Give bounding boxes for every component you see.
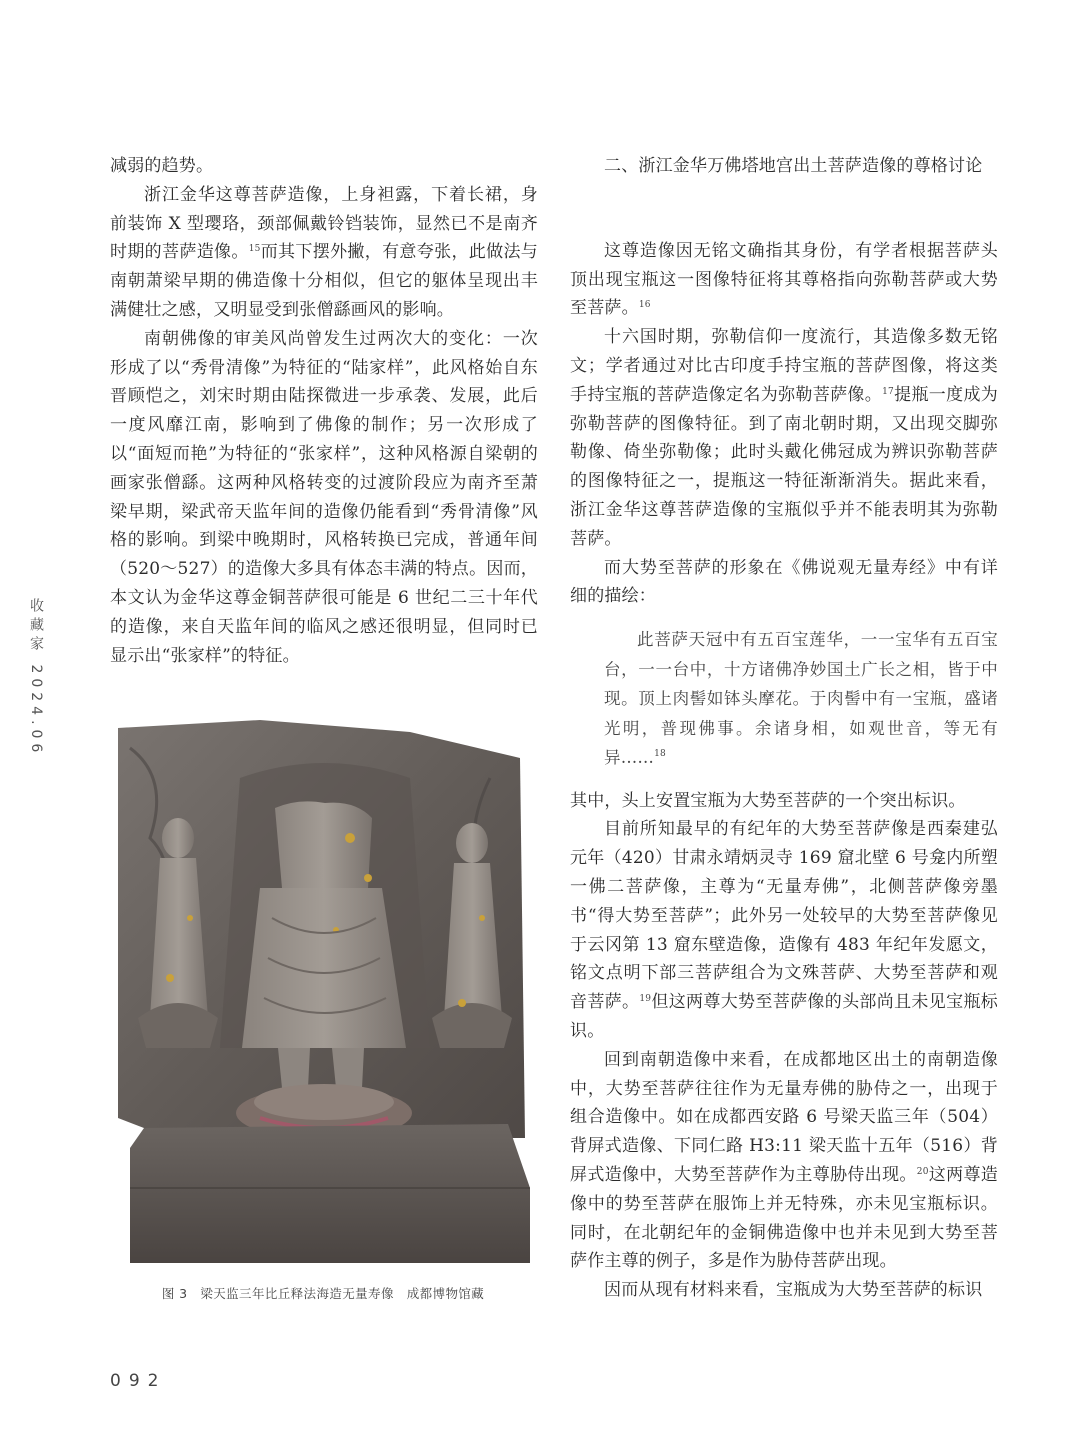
footnote-ref: 19	[639, 994, 652, 1005]
paragraph	[570, 815, 998, 1045]
paragraph	[110, 152, 538, 181]
journal-side-label: 收藏家 2024.06	[28, 598, 44, 758]
section-heading: 二、浙江金华万佛塔地宫出土菩萨造像的尊格讨论	[604, 156, 983, 176]
paragraph	[110, 325, 538, 671]
paragraph	[570, 1046, 998, 1276]
paragraph-text: 而大势至菩萨的形象在《佛说观无量寿经》中有详细的描绘：	[570, 557, 998, 607]
page-number: 092	[110, 1371, 167, 1391]
paragraph-text: 提瓶一度成为弥勒菩萨的图像特征。到了南北朝时期，又出现交脚弥勒像、倚坐弥勒像；此时头戴化佛冠成为辨识弥勒菩萨的图像特征之一，提瓶这一特征渐渐消失。据此来看，浙江金华这尊菩萨造像的宝瓶似乎并不能表明其为弥勒菩萨。	[570, 384, 999, 549]
paragraph-text: 南朝佛像的审美风尚曾发生过两次大的变化：一次形成了以“秀骨清像”为特征的“陆家样”，此风格始自东晋顾恺之，刘宋时期由陆探微进一步承袭、发展，此后一度风靡江南，影响到了佛像的制作；另一次形成了以“面短而艳”为特征的“张家样”，这种风格源自梁朝的画家张僧繇。这两种风格转变的过渡阶段应为南齐至萧梁早期，梁武帝天监年间的造像仍能看到“秀骨清像”风格的影响。到梁中晚期时，风格转换已完成，普通年间（520～527）的造像大多具有体态丰满的特点。因而，本文认为金华这尊金铜菩萨很可能是 6 世纪二三十年代的造像，来自天监年间的临风之感还很明显，但同时已显示出“张家样”的特征。	[110, 328, 538, 666]
footnote-ref: 20	[916, 1167, 929, 1178]
paragraph	[570, 323, 998, 553]
paragraph-text: 回到南朝造像中来看，在成都地区出土的南朝造像中，大势至菩萨往往作为无量寿佛的胁侍之一，出现于组合造像中。如在成都西安路 6 号梁天监三年（504）背屏式造像、下同仁路 H3:11 梁天监十五年（516）背屏式造像中，大势至菩萨作为主尊胁侍出现。	[570, 1049, 998, 1186]
quote-paragraph	[604, 625, 998, 773]
figure-image	[110, 718, 536, 1270]
paragraph-text: 浙江金华这尊菩萨造像，上身袒露，下着长裙，身前装饰 X 型璎珞，颈部佩戴铃铛装饰，显然已不是南齐时期的菩萨造像。	[110, 184, 538, 263]
quote-text: 此菩萨天冠中有五百宝莲华，一一宝华有五百宝台，一一台中，十方诸佛净妙国土广长之相，皆于中现。顶上肉髻如钵头摩花。于肉髻中有一宝瓶，盛诸光明，普现佛事。余诸身相，如观世音，等无有异……	[604, 630, 998, 768]
footnote-ref: 15	[248, 244, 261, 255]
left-column	[110, 152, 538, 670]
paragraph-text: 十六国时期，弥勒信仰一度流行，其造像多数无铭文；学者通过对比古印度手持宝瓶的菩萨图像，将这类手持宝瓶的菩萨造像定名为弥勒菩萨像。	[570, 327, 998, 405]
footnote-ref: 17	[882, 386, 894, 397]
figure-caption: 图 3 梁天监三年比丘释法海造无量寿像 成都博物馆藏	[161, 1286, 485, 1301]
paragraph-text: 这两尊造像中的势至菩萨在服饰上并无特殊，亦未见宝瓶标识。同时，在北朝纪年的金铜佛造像中也并未见到大势至菩萨作主尊的例子，多是作为胁侍菩萨出现。	[570, 1165, 998, 1272]
paragraph-text: 但这两尊大势至菩萨像的头部尚且未见宝瓶标识。	[570, 992, 998, 1042]
paragraph-text: 目前所知最早的有纪年的大势至菩萨像是西秦建弘元年（420）甘肃永靖炳灵寺 169 窟北壁 6 号龛内所塑一佛二菩萨像，主尊为“无量寿佛”，北侧菩萨像旁墨书“得大势至菩萨”；此外另一处较早的大势至菩萨像见于云冈第 13 窟东壁造像，造像有 483 年纪年发愿文，铭文点明下部三菩萨组合为文殊菩萨、大势至菩萨和观音菩萨。	[570, 819, 998, 1013]
paragraph	[570, 554, 998, 612]
footnote-ref: 16	[638, 300, 651, 311]
block-quote	[604, 625, 998, 773]
paragraph-text: 其中，头上安置宝瓶为大势至菩萨的一个突出标识。	[570, 790, 966, 811]
paragraph	[570, 1276, 998, 1305]
paragraph-text: 减弱的趋势。	[110, 156, 214, 176]
right-column	[570, 152, 998, 1305]
paragraph	[570, 787, 998, 816]
paragraph	[570, 237, 998, 323]
paragraph-text: 这尊造像因无铭文确指其身份，有学者根据菩萨头顶出现宝瓶这一图像特征将其尊格指向弥勒菩萨或大势至菩萨。	[570, 240, 998, 319]
stele-illustration	[110, 718, 536, 1270]
paragraph-text: 而其下摆外撇，有意夸张，此做法与南朝萧梁早期的佛造像十分相似，但它的躯体呈现出丰满健壮之感，又明显受到张僧繇画风的影响。	[110, 242, 538, 320]
paragraph	[110, 181, 538, 325]
paragraph-text: 因而从现有材料来看，宝瓶成为大势至菩萨的标识	[604, 1280, 983, 1301]
footnote-ref: 18	[654, 749, 666, 760]
